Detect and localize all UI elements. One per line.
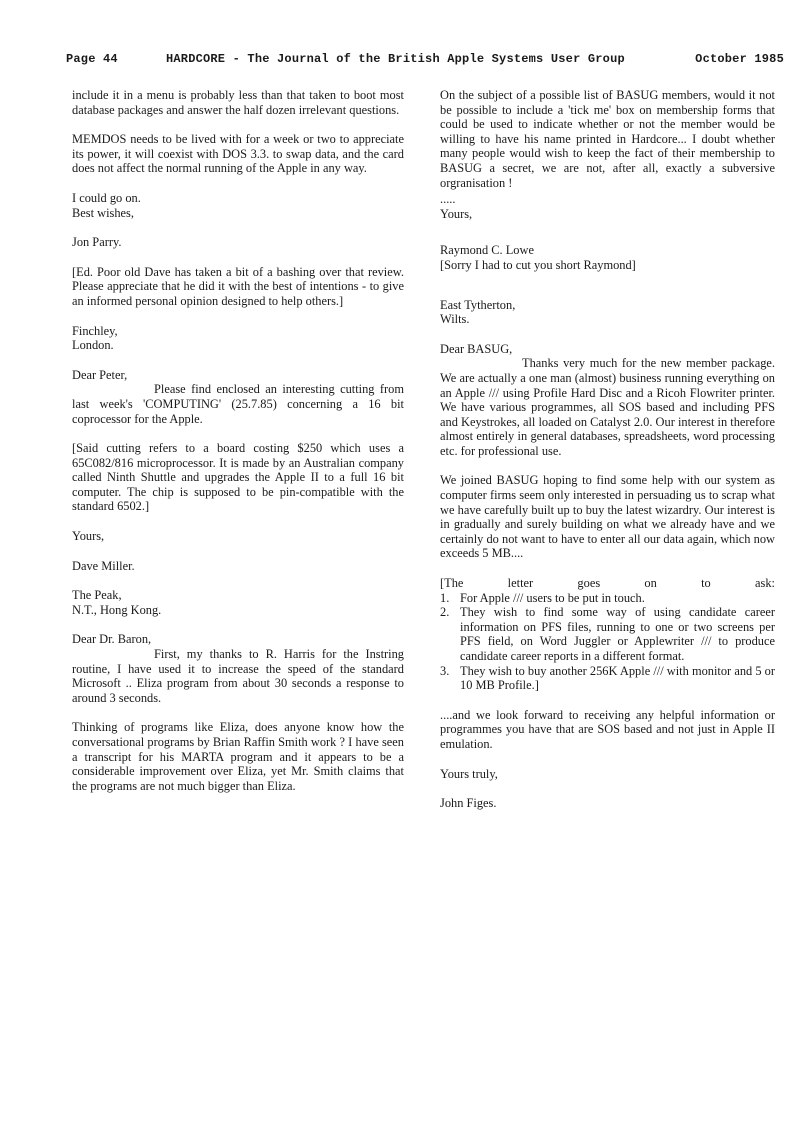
page-header bbox=[66, 46, 784, 70]
paragraph: Please find enclosed an interesting cutting from last week's 'COMPUTING' (25.7.85) concerning a 16 bit coprocessor for the Apple. bbox=[72, 382, 404, 426]
signature: Dave Miller. bbox=[72, 558, 135, 573]
spacer bbox=[440, 288, 775, 298]
paragraph: First, my thanks to R. Harris for the Instring routine, I have used it to increase the speed of the standard Microsoft .. Eliza program from about 30 seconds a response to around 3 seconds. bbox=[72, 647, 404, 705]
list-number: 3. bbox=[440, 663, 450, 678]
sign-off: Yours truly, bbox=[440, 766, 498, 781]
sign-off: Yours, bbox=[440, 206, 473, 221]
address-line: The Peak, bbox=[72, 588, 122, 603]
list-intro: [The letter goes on to ask: bbox=[440, 576, 775, 591]
paragraph: MEMDOS needs to be lived with for a week or two to appreciate its power, it will coexist with DOS 3.3. to swap data, and the card does not affect the normal running of the Apple in any way. bbox=[72, 132, 404, 176]
journal-title: HARDCORE - The Journal of the British Apple Systems User Group bbox=[166, 52, 625, 66]
letter-body bbox=[440, 342, 775, 459]
list-number: 2. bbox=[440, 605, 450, 620]
salutation: Dear Peter, bbox=[72, 367, 128, 382]
list-item bbox=[440, 664, 775, 693]
paragraph: Thinking of programs like Eliza, does anyone know how the conversational programs by Brian Raffin Smith work ? I have seen a transcript for his MARTA program and it appears to be a considerable improvement over Eliza, yet Mr. Smith claims that the programs are not much bigger than Eliza. bbox=[72, 720, 404, 793]
issue-date: October 1985 bbox=[695, 52, 784, 66]
closing-block bbox=[440, 192, 775, 221]
signature: John Figes. bbox=[440, 796, 497, 811]
paragraph: Thanks very much for the new member package. We are actually a one man (almost) business running everything on an Apple /// using Profile Hard Disc and a Ricoh Flowriter printer. We have various programmes, all SOS based and including PFS and Keystrokes, all loaded on Catalyst 2.0. Our interest in therefore almost entirely in general databases, spreadsheets, word processing etc. for professional use. bbox=[440, 356, 775, 458]
editor-note: [Ed. Poor old Dave has taken a bit of a bashing over that review. Please appreciate that he did it with the best of intentions - to give an informed personal opinion designed to help others.] bbox=[72, 264, 404, 308]
request-list bbox=[440, 576, 775, 693]
left-column bbox=[72, 88, 404, 808]
signature: Raymond C. Lowe bbox=[440, 243, 534, 258]
list-item bbox=[440, 591, 775, 606]
salutation: Dear BASUG, bbox=[440, 341, 513, 356]
list-text: For Apple /// users to be put in touch. bbox=[460, 590, 645, 605]
sign-off: Best wishes, bbox=[72, 205, 134, 220]
paragraph: ....and we look forward to receiving any helpful information or programmes you have that are SOS based and not just in Apple II emulation. bbox=[440, 707, 775, 751]
address-block bbox=[72, 588, 404, 617]
paragraph: We joined BASUG hoping to find some help with our system as computer firms seem only interested in persuading us to scrap what we have carefully built up to buy the latest wizardry. Our interest is in gradually and surely building on what we already have and we certainly do not want to have to enter all our data again, which now exceeds 5 MB.... bbox=[440, 473, 775, 561]
closing-block bbox=[72, 191, 404, 220]
address-line: Finchley, bbox=[72, 323, 118, 338]
page-number: Page 44 bbox=[66, 52, 118, 66]
paragraph: include it in a menu is probably less than that taken to boot most database packages and answer the half dozen irrelevant questions. bbox=[72, 88, 404, 117]
list-text: They wish to find some way of using candidate career information on PFS files, running to one or two screens per PFS field, on Word Juggler or Applewriter /// to produce candidate career reports in a different format. bbox=[460, 605, 775, 663]
address-line: N.T., Hong Kong. bbox=[72, 602, 162, 617]
signature-block bbox=[440, 243, 775, 272]
address-block bbox=[72, 324, 404, 353]
right-column bbox=[440, 88, 775, 826]
list-text: They wish to buy another 256K Apple /// with monitor and 5 or 10 MB Profile.] bbox=[460, 663, 775, 693]
address-line: Wilts. bbox=[440, 312, 470, 327]
list-number: 1. bbox=[440, 590, 450, 605]
text-line: I could go on. bbox=[72, 190, 141, 205]
salutation: Dear Dr. Baron, bbox=[72, 632, 152, 647]
address-line: East Tytherton, bbox=[440, 297, 516, 312]
ellipsis: ..... bbox=[440, 192, 456, 207]
editor-note: [Said cutting refers to a board costing $250 which uses a 65C082/816 microprocessor. It is made by an Australian company called Ninth Shuttle and upgrades the Apple II to a full 16 bit computer. The chip is supposed to be pin-compatible with the standard 6502.] bbox=[72, 441, 404, 514]
sign-off: Yours, bbox=[72, 529, 105, 544]
address-line: London. bbox=[72, 338, 114, 353]
signature: Jon Parry. bbox=[72, 235, 122, 250]
letter-body bbox=[72, 368, 404, 426]
letter-body bbox=[72, 632, 404, 705]
address-block bbox=[440, 298, 775, 327]
editor-note: [Sorry I had to cut you short Raymond] bbox=[440, 257, 636, 272]
list-item bbox=[440, 605, 775, 663]
paragraph: On the subject of a possible list of BASUG members, would it not be possible to include a 'tick me' box on membership forms that could be used to indicate whether or not the member would be willing to have his name printed in Hardcore... I doubt whether many people would wish to keep the fact of their membership to BASUG a secret, we are not, after all, exactly a subversive orgranisation ! bbox=[440, 88, 775, 190]
